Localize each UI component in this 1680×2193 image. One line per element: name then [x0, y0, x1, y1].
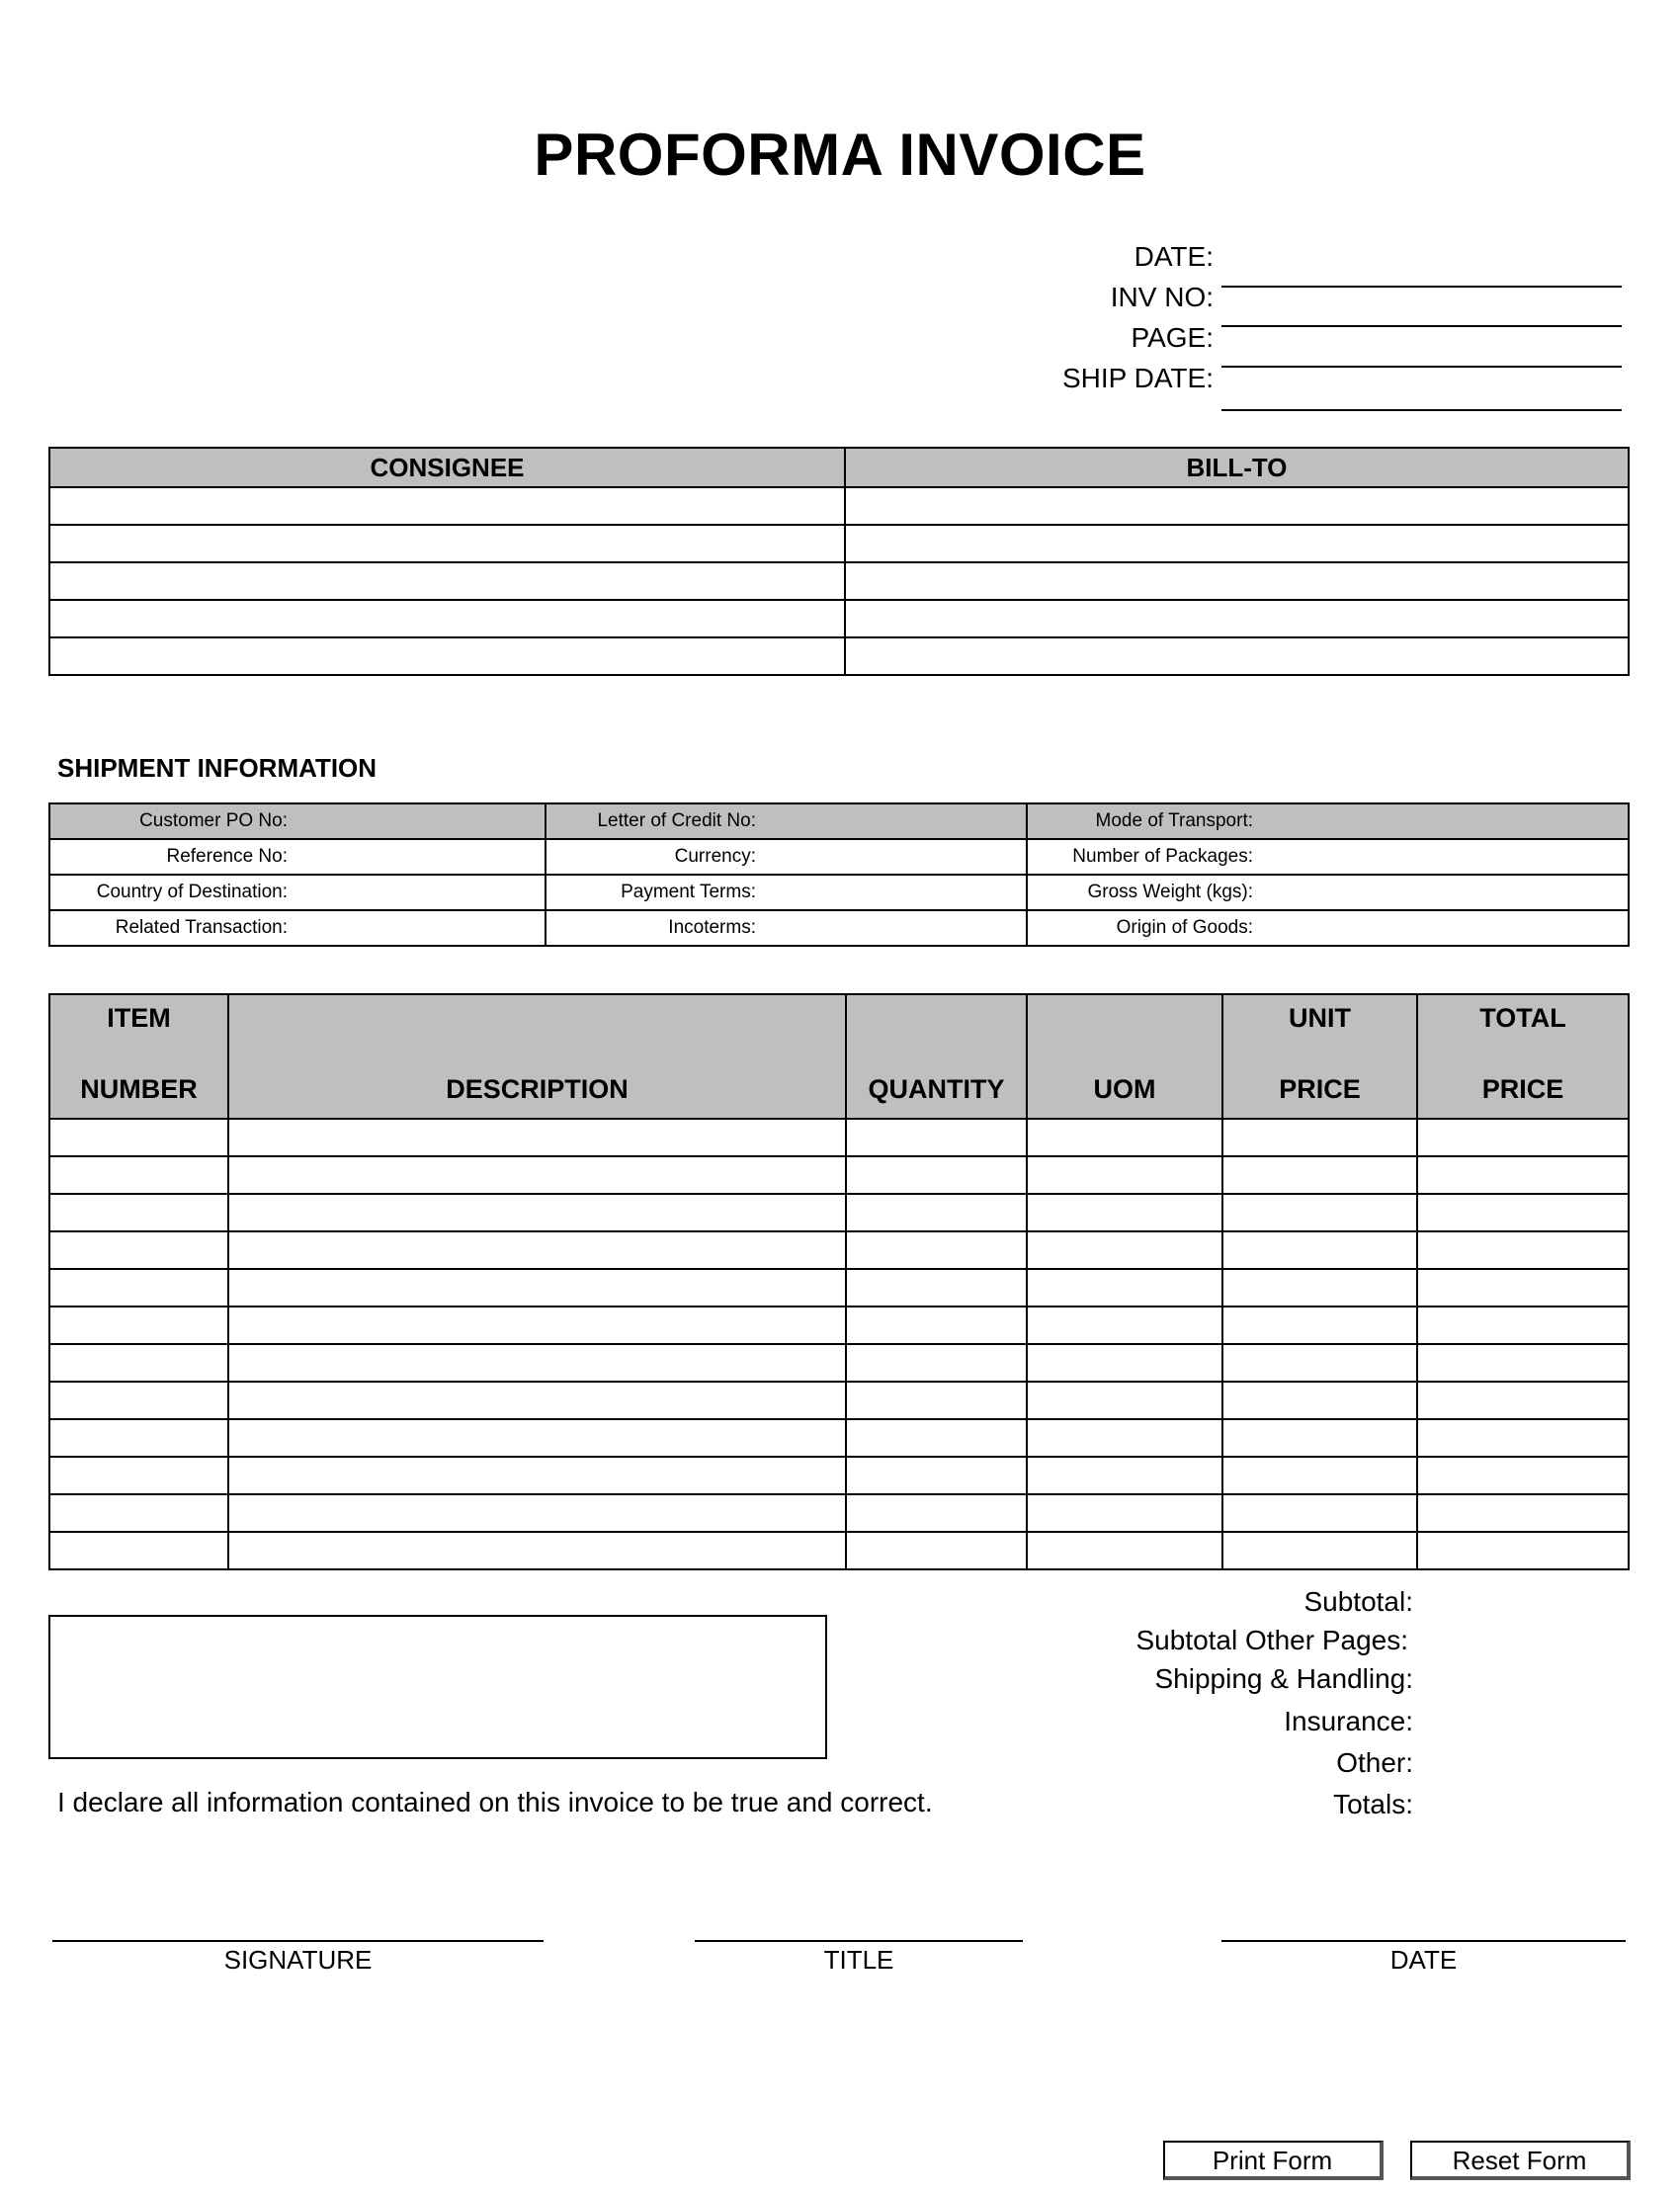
inv-no-field-underline [1221, 325, 1622, 327]
quantity-cell[interactable] [846, 1382, 1027, 1419]
description-cell[interactable] [228, 1119, 846, 1156]
shipment-cell[interactable] [546, 910, 1027, 946]
consignee-line[interactable] [49, 637, 845, 675]
table-row [49, 1494, 1629, 1532]
unit-price-cell[interactable] [1222, 1269, 1417, 1307]
shipment-cell[interactable] [546, 839, 1027, 875]
uom-cell[interactable] [1027, 1194, 1222, 1231]
table-row [49, 1307, 1629, 1344]
table-row [49, 1344, 1629, 1382]
quantity-cell[interactable] [846, 1494, 1027, 1532]
date-signature-label: DATE [1389, 1945, 1458, 1975]
item-number-header-line1: ITEM [107, 1003, 171, 1033]
item-number-header-line2: NUMBER [80, 1074, 198, 1104]
shipment-cell[interactable] [1027, 839, 1629, 875]
table-row [49, 1457, 1629, 1494]
insurance-label: Insurance: [1284, 1706, 1413, 1736]
reference-no-label: Reference No: [166, 845, 288, 867]
signature-label: SIGNATURE [223, 1945, 373, 1975]
title-label: TITLE [823, 1945, 894, 1975]
total-price-header-line1: TOTAL [1479, 1003, 1566, 1033]
print-form-button[interactable]: Print Form [1163, 2141, 1384, 2180]
inv-no-field[interactable] [1221, 289, 1622, 322]
total-price-cell[interactable] [1417, 1494, 1629, 1532]
unit-price-cell[interactable] [1222, 1307, 1417, 1344]
quantity-cell[interactable] [846, 1457, 1027, 1494]
table-row [49, 1119, 1629, 1156]
unit-price-cell[interactable] [1222, 1382, 1417, 1419]
uom-cell[interactable] [1027, 1269, 1222, 1307]
uom-header-text: UOM [1093, 1074, 1156, 1104]
item-number-cell[interactable] [49, 1532, 228, 1569]
uom-cell[interactable] [1027, 1119, 1222, 1156]
consignee-line[interactable] [49, 562, 845, 600]
uom-cell[interactable] [1027, 1231, 1222, 1269]
bill-to-line[interactable] [845, 562, 1629, 600]
shipment-cell[interactable] [49, 839, 546, 875]
document-title: PROFORMA INVOICE [534, 122, 1146, 188]
total-price-cell[interactable] [1417, 1269, 1629, 1307]
unit-price-cell[interactable] [1222, 1156, 1417, 1194]
totals-label: Totals: [1333, 1789, 1413, 1819]
consignee-header: CONSIGNEE [49, 448, 845, 487]
total-price-cell[interactable] [1417, 1532, 1629, 1569]
related-transaction-label: Related Transaction: [115, 916, 288, 938]
number-of-packages-label: Number of Packages: [1072, 845, 1253, 867]
item-number-header [49, 994, 228, 1119]
item-number-cell[interactable] [49, 1457, 228, 1494]
table-row [49, 1532, 1629, 1569]
subtotal-label: Subtotal: [1303, 1586, 1413, 1617]
quantity-cell[interactable] [846, 1419, 1027, 1457]
uom-cell[interactable] [1027, 1307, 1222, 1344]
description-cell[interactable] [228, 1532, 846, 1569]
uom-cell[interactable] [1027, 1532, 1222, 1569]
shipment-cell[interactable] [49, 910, 546, 946]
line-items-table [48, 993, 1630, 1570]
bill-to-line[interactable] [845, 637, 1629, 675]
table-row [49, 1156, 1629, 1194]
quantity-cell[interactable] [846, 1194, 1027, 1231]
shipment-cell[interactable] [1027, 803, 1629, 839]
uom-cell[interactable] [1027, 1494, 1222, 1532]
shipment-cell[interactable] [1027, 910, 1629, 946]
reset-form-button[interactable]: Reset Form [1410, 2141, 1631, 2180]
total-price-cell[interactable] [1417, 1307, 1629, 1344]
description-cell[interactable] [228, 1307, 846, 1344]
description-cell[interactable] [228, 1231, 846, 1269]
consignee-line[interactable] [49, 525, 845, 562]
bill-to-line[interactable] [845, 525, 1629, 562]
notes-box[interactable] [48, 1615, 827, 1759]
shipment-cell[interactable] [49, 875, 546, 910]
shipment-cell[interactable] [546, 803, 1027, 839]
declaration-text: I declare all information contained on this invoice to be true and correct. [57, 1787, 933, 1817]
table-row [49, 1382, 1629, 1419]
subtotal-other-pages-label: Subtotal Other Pages: [1135, 1625, 1408, 1655]
unit-price-cell[interactable] [1222, 1494, 1417, 1532]
item-number-cell[interactable] [49, 1419, 228, 1457]
total-price-cell[interactable] [1417, 1382, 1629, 1419]
total-price-header-line2: PRICE [1481, 1074, 1564, 1104]
shipment-cell[interactable] [546, 875, 1027, 910]
date-field-underline [1221, 286, 1622, 288]
quantity-cell[interactable] [846, 1344, 1027, 1382]
item-number-cell[interactable] [49, 1231, 228, 1269]
description-header-text: DESCRIPTION [446, 1074, 629, 1104]
total-price-cell[interactable] [1417, 1419, 1629, 1457]
currency-label: Currency: [674, 845, 756, 867]
quantity-cell[interactable] [846, 1532, 1027, 1569]
total-price-cell[interactable] [1417, 1119, 1629, 1156]
page-field[interactable] [1221, 329, 1622, 363]
description-cell[interactable] [228, 1194, 846, 1231]
item-number-cell[interactable] [49, 1382, 228, 1419]
uom-header [1027, 994, 1222, 1119]
total-price-cell[interactable] [1417, 1231, 1629, 1269]
total-price-cell[interactable] [1417, 1194, 1629, 1231]
item-number-cell[interactable] [49, 1307, 228, 1344]
unit-price-cell[interactable] [1222, 1231, 1417, 1269]
description-cell[interactable] [228, 1419, 846, 1457]
quantity-cell[interactable] [846, 1269, 1027, 1307]
date-field[interactable] [1221, 247, 1622, 281]
total-price-cell[interactable] [1417, 1156, 1629, 1194]
consignee-line[interactable] [49, 600, 845, 637]
quantity-cell[interactable] [846, 1307, 1027, 1344]
ship-date-field[interactable] [1221, 374, 1622, 407]
shipping-handling-label: Shipping & Handling: [1154, 1663, 1413, 1694]
origin-of-goods-label: Origin of Goods: [1116, 916, 1253, 938]
bill-to-header: BILL-TO [845, 448, 1629, 487]
quantity-cell[interactable] [846, 1231, 1027, 1269]
ship-date-field-underline [1221, 409, 1622, 411]
other-label: Other: [1336, 1747, 1413, 1778]
incoterms-label: Incoterms: [668, 916, 756, 938]
description-cell[interactable] [228, 1269, 846, 1307]
unit-price-header [1222, 994, 1417, 1119]
total-price-cell[interactable] [1417, 1457, 1629, 1494]
unit-price-cell[interactable] [1222, 1119, 1417, 1156]
quantity-cell[interactable] [846, 1119, 1027, 1156]
bill-to-line[interactable] [845, 487, 1629, 525]
total-price-header [1417, 994, 1629, 1119]
uom-cell[interactable] [1027, 1457, 1222, 1494]
table-row [49, 1194, 1629, 1231]
shipment-info-table [48, 802, 1630, 947]
unit-price-cell[interactable] [1222, 1194, 1417, 1231]
table-row [49, 1419, 1629, 1457]
uom-cell[interactable] [1027, 1419, 1222, 1457]
description-cell[interactable] [228, 1344, 846, 1382]
total-price-cell[interactable] [1417, 1344, 1629, 1382]
ship-date-label: SHIP DATE: [1061, 363, 1214, 393]
page-field-underline [1221, 366, 1622, 368]
address-table [48, 447, 1630, 676]
unit-price-cell[interactable] [1222, 1457, 1417, 1494]
item-number-cell[interactable] [49, 1269, 228, 1307]
quantity-header [846, 994, 1027, 1119]
table-row [49, 1231, 1629, 1269]
letter-of-credit-label: Letter of Credit No: [597, 809, 756, 831]
bill-to-line[interactable] [845, 600, 1629, 637]
payment-terms-label: Payment Terms: [621, 881, 756, 902]
shipment-info-heading: SHIPMENT INFORMATION [57, 753, 378, 783]
unit-price-cell[interactable] [1222, 1532, 1417, 1569]
description-cell[interactable] [228, 1457, 846, 1494]
inv-no-label: INV NO: [1110, 282, 1214, 312]
item-number-cell[interactable] [49, 1194, 228, 1231]
description-header [228, 994, 846, 1119]
unit-price-cell[interactable] [1222, 1344, 1417, 1382]
description-cell[interactable] [228, 1494, 846, 1532]
unit-price-header-line2: PRICE [1279, 1074, 1361, 1104]
item-number-cell[interactable] [49, 1494, 228, 1532]
item-number-cell[interactable] [49, 1156, 228, 1194]
country-of-destination-label: Country of Destination: [96, 881, 288, 902]
unit-price-header-line1: UNIT [1289, 1003, 1351, 1033]
uom-cell[interactable] [1027, 1344, 1222, 1382]
item-number-cell[interactable] [49, 1119, 228, 1156]
uom-cell[interactable] [1027, 1156, 1222, 1194]
item-number-cell[interactable] [49, 1344, 228, 1382]
table-row [49, 1269, 1629, 1307]
description-cell[interactable] [228, 1156, 846, 1194]
shipment-cell[interactable] [49, 803, 546, 839]
quantity-header-text: QUANTITY [868, 1074, 1005, 1104]
quantity-cell[interactable] [846, 1156, 1027, 1194]
description-cell[interactable] [228, 1382, 846, 1419]
unit-price-cell[interactable] [1222, 1419, 1417, 1457]
uom-cell[interactable] [1027, 1382, 1222, 1419]
page-label: PAGE: [1131, 322, 1214, 353]
customer-po-label: Customer PO No: [139, 809, 288, 831]
shipment-cell[interactable] [1027, 875, 1629, 910]
date-label: DATE: [1134, 241, 1214, 272]
gross-weight-label: Gross Weight (kgs): [1087, 881, 1253, 902]
mode-of-transport-label: Mode of Transport: [1095, 809, 1253, 831]
consignee-line[interactable] [49, 487, 845, 525]
